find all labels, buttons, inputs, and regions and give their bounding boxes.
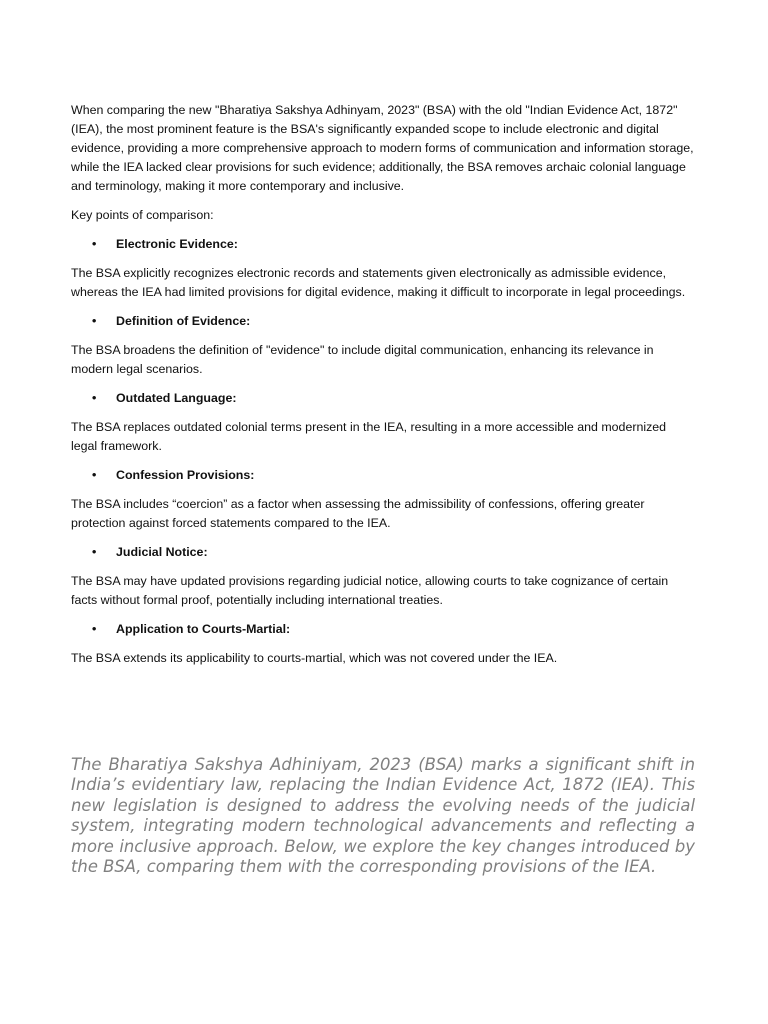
bullet-item	[71, 235, 695, 254]
bullet-item	[71, 543, 695, 562]
point-definition-of-evidence	[71, 312, 695, 379]
bullet-item	[71, 466, 695, 485]
point-text: The BSA replaces outdated colonial terms present in the IEA, resulting in a more accessible and modernized legal framework.	[71, 420, 667, 453]
point-outdated-language	[71, 389, 695, 456]
point-courts-martial	[71, 620, 695, 668]
bullet-item	[71, 620, 695, 639]
bullet-icon: •	[92, 468, 97, 482]
bullet-icon: •	[92, 314, 97, 328]
point-text: The BSA may have updated provisions regarding judicial notice, allowing courts to take cognizance of certain facts without formal proof, potentially including international treaties.	[71, 574, 669, 607]
bullet-item	[71, 312, 695, 331]
bullet-icon: •	[92, 622, 97, 636]
point-title: Judicial Notice:	[116, 545, 208, 559]
point-confession-provisions	[71, 466, 695, 533]
key-points-heading: Key points of comparison:	[71, 208, 214, 222]
point-title: Application to Courts-Martial:	[116, 622, 291, 636]
summary-paragraph: The Bharatiya Sakshya Adhiniyam, 2023 (BSA) marks a significant shift in India’s evidentiary law, replacing the Indian Evidence Act, 1872 (IEA). This new legislation is designed to address the evolving needs of the judicial system, integrating modern technological advancements and reflecting a more inclusive approach. Below, we explore the key changes introduced by the BSA, comparing them with the corresponding provisions of the IEA.	[71, 755, 695, 877]
bullet-icon: •	[92, 545, 97, 559]
document-body	[71, 101, 695, 678]
point-text: The BSA extends its applicability to courts-martial, which was not covered under the IEA.	[71, 651, 558, 665]
point-title: Electronic Evidence:	[116, 237, 238, 251]
point-title: Confession Provisions:	[116, 468, 255, 482]
intro-paragraph: When comparing the new "Bharatiya Sakshya Adhinyam, 2023" (BSA) with the old "Indian Evidence Act, 1872" (IEA), the most prominent feature is the BSA's significantly expanded scope to include electronic and digital evidence, providing a more comprehensive approach to modern forms of communication and information storage, while the IEA lacked clear provisions for such evidence; additionally, the BSA removes archaic colonial language and terminology, making it more contemporary and inclusive.	[71, 103, 694, 193]
bullet-icon: •	[92, 391, 97, 405]
point-judicial-notice	[71, 543, 695, 610]
point-title: Outdated Language:	[116, 391, 237, 405]
point-text: The BSA broadens the definition of "evidence" to include digital communication, enhancing its relevance in modern legal scenarios.	[71, 343, 654, 376]
point-electronic-evidence	[71, 235, 695, 302]
point-title: Definition of Evidence:	[116, 314, 251, 328]
point-text: The BSA explicitly recognizes electronic records and statements given electronically as admissible evidence, whereas the IEA had limited provisions for digital evidence, making it difficult to incorporate in legal proceedings.	[71, 266, 686, 299]
bullet-item	[71, 389, 695, 408]
point-text: The BSA includes “coercion” as a factor when assessing the admissibility of confessions, offering greater protection against forced statements compared to the IEA.	[71, 497, 645, 530]
bullet-icon: •	[92, 237, 97, 251]
